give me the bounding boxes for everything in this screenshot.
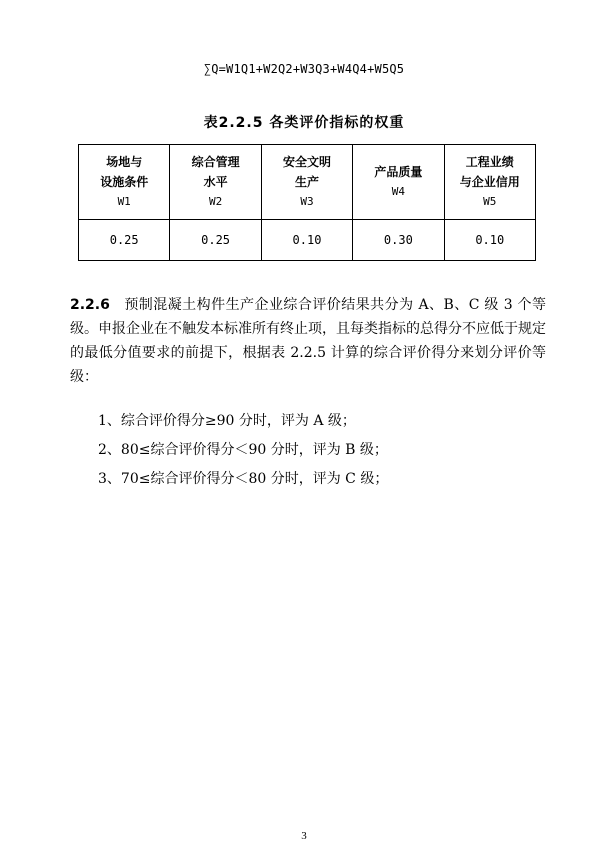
table-caption: 表2.2.5 各类评价指标的权重 (203, 115, 405, 131)
header-cell-w3 (261, 145, 352, 220)
value-cell-w2: 0.25 (170, 220, 261, 261)
weights-table (78, 144, 536, 261)
header-cell-w2 (170, 145, 261, 220)
header-cell-w5 (444, 145, 535, 220)
section-paragraph (70, 293, 546, 389)
value-cell-w4: 0.30 (353, 220, 444, 261)
table-value-row (79, 220, 536, 261)
header-label: 场地与 (106, 155, 143, 169)
header-cell-w1 (79, 145, 170, 220)
header-cell-w4 (353, 145, 444, 220)
header-label: 与企业信用 (459, 175, 520, 189)
header-code: W4 (391, 185, 405, 198)
header-label: 工程业绩 (465, 155, 514, 169)
grade-item-b: 2、80≤综合评价得分＜90 分时，评为 B 级； (98, 442, 388, 458)
value-cell-w1: 0.25 (79, 220, 170, 261)
value-cell-w5: 0.10 (444, 220, 535, 261)
header-code: W1 (117, 195, 131, 208)
header-label: 产品质量 (374, 165, 423, 179)
weight-formula: ∑Q=W1Q1+W2Q2+W3Q3+W4Q4+W5Q5 (203, 62, 405, 76)
grade-list (98, 407, 546, 494)
header-label: 生产 (294, 175, 319, 189)
header-label: 设施条件 (100, 175, 149, 189)
header-code: W2 (208, 195, 223, 208)
header-code: W3 (300, 195, 314, 208)
header-code: W5 (483, 195, 497, 208)
header-label: 水平 (203, 175, 228, 189)
grade-item-a: 1、综合评价得分≥90 分时，评为 A 级； (98, 413, 356, 429)
grade-item-c: 3、70≤综合评价得分＜80 分时，评为 C 级； (98, 471, 389, 487)
section-number: 2.2.6 (70, 297, 110, 313)
page-number: 3 (301, 830, 307, 842)
section-text: 预制混凝土构件生产企业综合评价结果共分为 A、B、C 级 3 个等级。申报企业在不触发本标准所有终止项，且每类指标的总得分不应低于规定的最低分值要求的前提下，根据表 2.2.5 计算的综合评价得分来划分评价等级： (70, 297, 546, 385)
header-label: 综合管理 (191, 155, 240, 169)
value-cell-w3: 0.10 (261, 220, 352, 261)
header-label: 安全文明 (282, 155, 331, 169)
table-header-row (79, 145, 536, 220)
